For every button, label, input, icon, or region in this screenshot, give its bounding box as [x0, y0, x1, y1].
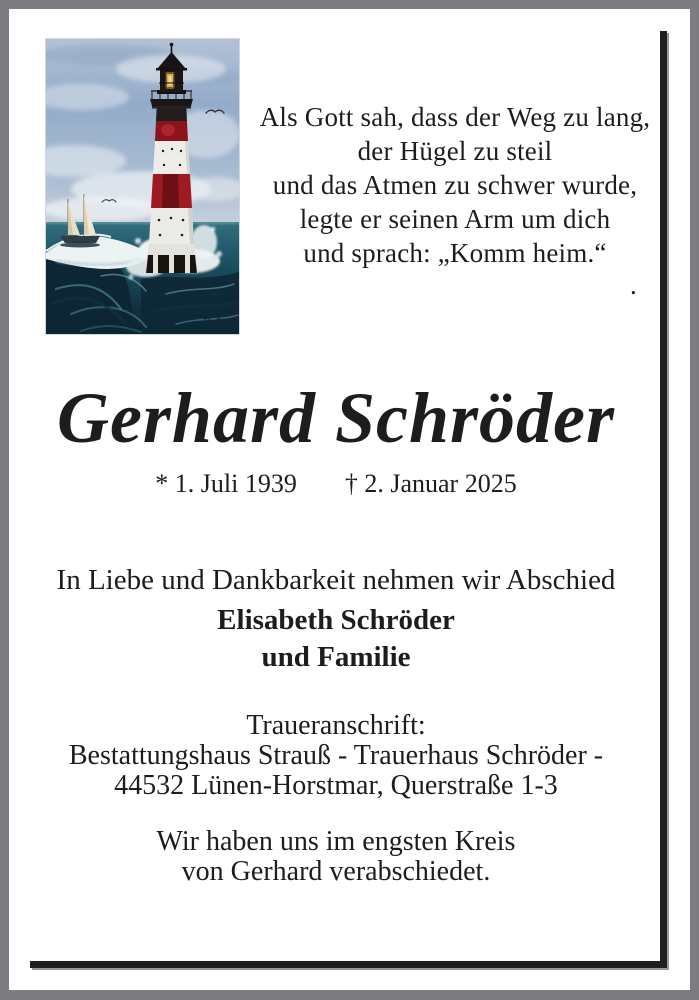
- deceased-name: Gerhard Schröder: [56, 378, 616, 458]
- poem-line: und sprach: „Komm heim.“: [303, 238, 607, 268]
- closing-line: Wir haben uns im engsten Kreis: [156, 826, 516, 857]
- address-line: Traueranschrift:: [246, 710, 426, 741]
- life-dates: [9, 469, 663, 499]
- mourner-line: und Familie: [261, 641, 411, 673]
- poem-trailing-period: .: [630, 270, 637, 300]
- memorial-poem: [249, 100, 661, 300]
- poem-line: legte er seinen Arm um dich: [299, 204, 611, 234]
- address-line: 44532 Lünen-Horstmar, Querstraße 1-3: [114, 770, 558, 801]
- farewell-line: In Liebe und Dankbarkeit nehmen wir Abschied: [56, 564, 616, 596]
- closing-line: von Gerhard verabschiedet.: [181, 856, 491, 887]
- lighthouse-painting-svg: [46, 39, 239, 334]
- address-line: Bestattungshaus Strauß - Trauerhaus Schröder -: [68, 740, 604, 771]
- obituary-notice: [9, 9, 690, 990]
- poem-line: Als Gott sah, dass der Weg zu lang,: [259, 102, 651, 132]
- mourners: [9, 602, 663, 676]
- frame-rule-bottom: [30, 961, 667, 968]
- mourner-line: Elisabeth Schröder: [217, 604, 455, 636]
- death-date: † 2. Januar 2025: [344, 469, 517, 498]
- poem-line: der Hügel zu steil: [357, 136, 553, 166]
- lighthouse-painting: [45, 38, 240, 335]
- poem-line: und das Atmen zu schwer wurde,: [272, 170, 638, 200]
- sky: [46, 39, 239, 225]
- birth-date: * 1. Juli 1939: [155, 469, 297, 498]
- closing-note: [9, 827, 663, 887]
- mourning-address: [9, 711, 663, 801]
